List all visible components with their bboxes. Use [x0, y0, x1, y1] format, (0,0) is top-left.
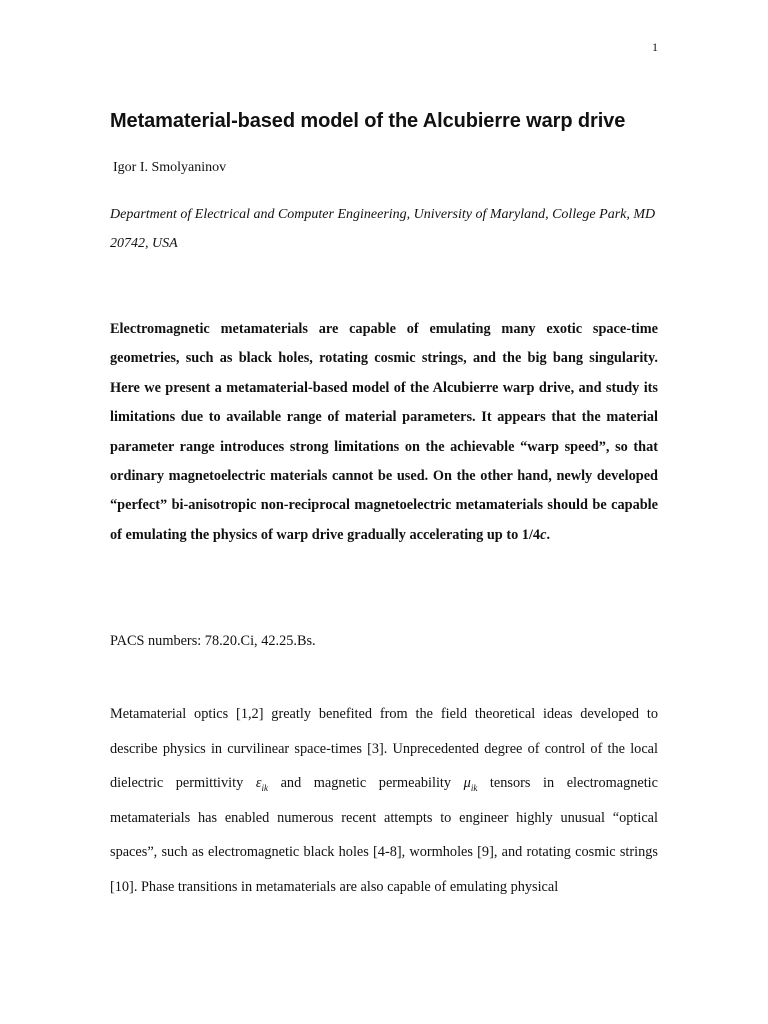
author-name: Igor I. Smolyaninov — [113, 160, 227, 175]
abstract-paragraph — [110, 315, 658, 550]
intro-text-part-2: and magnetic permeability — [268, 775, 464, 792]
paper-title: Metamaterial-based model of the Alcubierre warp drive — [110, 110, 626, 132]
intro-text-part-1: Metamaterial optics [1,2] greatly benefited from the field theoretical ideas developed to describe physics in curvilinear space-times [3]. Unprecedented degree of control of the local dielectric permittivity — [110, 706, 658, 792]
page-number: 1 — [652, 40, 658, 54]
epsilon-symbol: ε — [255, 775, 262, 792]
speed-of-light-symbol: c — [540, 526, 547, 543]
author-affiliation: Department of Electrical and Computer Engineering, University of Maryland, College Park, MD 20742, USA — [110, 207, 656, 251]
abstract-end: . — [546, 526, 551, 543]
mu-subscript: ik — [470, 783, 478, 794]
permeability-symbol — [463, 775, 478, 794]
abstract-text: Electromagnetic metamaterials are capable of emulating many exotic space-time geometries, such as black holes, rotating cosmic strings, and the big bang singularity. Here we present a metamaterial-based model of the Alcubierre warp drive, and study its limitations due to available range of material parameters. It appears that the material parameter range introduces strong limitations on the achievable “warp speed”, so that ordinary magnetoelectric materials cannot be used. On the other hand, newly developed “perfect” bi-anisotropic non-reciprocal magnetoelectric metamaterials should be capable of emulating the physics of warp drive gradually accelerating up to 1/4 — [110, 321, 658, 543]
introduction-paragraph — [110, 697, 658, 905]
epsilon-subscript: ik — [261, 783, 268, 794]
permittivity-symbol — [255, 775, 268, 794]
mu-symbol: μ — [463, 775, 471, 792]
intro-text-part-3: tensors in electromagnetic metamaterials has enabled numerous recent attempts to engineer highly unusual “optical spaces”, such as electromagnetic black holes [4-8], wormholes [9], and rotating cosmic strings [10]. Phase transitions in metamaterials are also capable of emulating physical — [110, 775, 658, 895]
pacs-numbers: PACS numbers: 78.20.Ci, 42.25.Bs. — [110, 633, 316, 649]
